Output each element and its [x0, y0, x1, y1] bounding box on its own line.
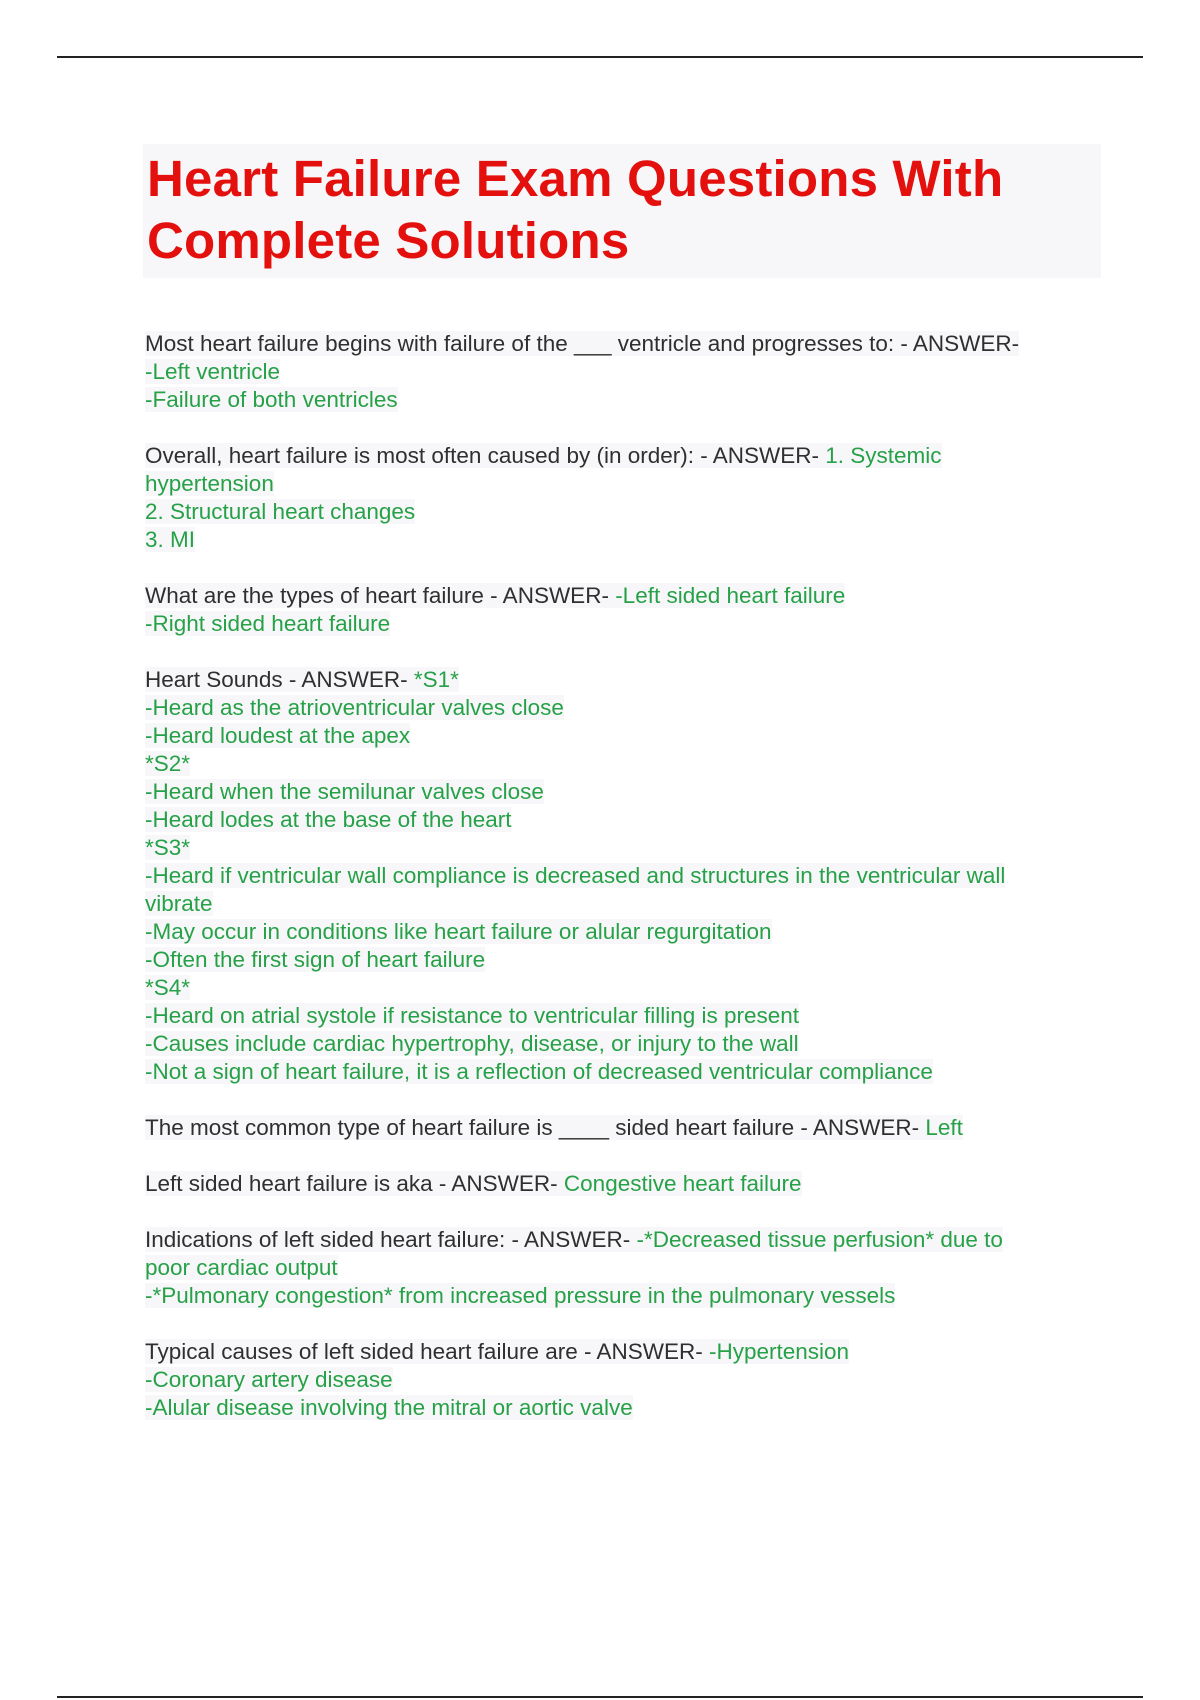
answer-line: -Often the first sign of heart failure	[145, 947, 486, 972]
answer-line: -Causes include cardiac hypertrophy, disease, or injury to the wall	[145, 1031, 799, 1056]
answer-line: -Heard on atrial systole if resistance to ventricular filling is present	[145, 1003, 800, 1028]
question-text: Left sided heart failure is aka - ANSWER-	[145, 1171, 564, 1196]
qa-item	[145, 1114, 1095, 1142]
answer-inline: 1. Systemic	[825, 443, 942, 468]
answer-inline: Left	[925, 1115, 963, 1140]
answer-line: -Left ventricle	[145, 359, 281, 384]
answer-line: poor cardiac output	[145, 1255, 338, 1280]
qa-item	[145, 666, 1095, 1086]
qa-item	[145, 330, 1095, 414]
top-rule	[57, 56, 1143, 58]
answer-line: *S3*	[145, 835, 191, 860]
answer-line: *S2*	[145, 751, 191, 776]
answer-inline: -*Decreased tissue perfusion* due to	[636, 1227, 1003, 1252]
question-text: Most heart failure begins with failure of the ___ ventricle and progresses to: - ANSWER-	[145, 331, 1020, 356]
answer-line: -Not a sign of heart failure, it is a reflection of decreased ventricular compliance	[145, 1059, 933, 1084]
qa-item	[145, 582, 1095, 638]
qa-content	[145, 330, 1095, 1450]
answer-inline: *S1*	[413, 667, 459, 692]
answer-line: -Failure of both ventricles	[145, 387, 398, 412]
title-line-1: Heart Failure Exam Questions With	[147, 150, 1004, 207]
answer-line: vibrate	[145, 891, 213, 916]
qa-item	[145, 1338, 1095, 1422]
answer-line: hypertension	[145, 471, 274, 496]
document-title	[147, 148, 1095, 272]
answer-line: -Heard as the atrioventricular valves close	[145, 695, 564, 720]
answer-inline: Congestive heart failure	[563, 1171, 802, 1196]
answer-line: -Heard when the semilunar valves close	[145, 779, 544, 804]
question-text: Overall, heart failure is most often caused by (in order): - ANSWER-	[145, 443, 826, 468]
answer-line: -Alular disease involving the mitral or aortic valve	[145, 1395, 633, 1420]
qa-item	[145, 1226, 1095, 1310]
answer-line: -Heard lodes at the base of the heart	[145, 807, 512, 832]
answer-inline: -Hypertension	[708, 1339, 850, 1364]
question-text: Typical causes of left sided heart failure are - ANSWER-	[145, 1339, 709, 1364]
qa-item	[145, 442, 1095, 554]
answer-line: -Right sided heart failure	[145, 611, 391, 636]
answer-line: 3. MI	[145, 527, 196, 552]
title-block	[143, 144, 1101, 278]
question-text: Indications of left sided heart failure: - ANSWER-	[145, 1227, 637, 1252]
answer-inline: -Left sided heart failure	[615, 583, 846, 608]
answer-line: -May occur in conditions like heart failure or alular regurgitation	[145, 919, 772, 944]
answer-line: -Heard loudest at the apex	[145, 723, 411, 748]
title-line-2: Complete Solutions	[147, 212, 630, 269]
answer-line: -Coronary artery disease	[145, 1367, 393, 1392]
answer-line: -Heard if ventricular wall compliance is decreased and structures in the ventricular wall	[145, 863, 1006, 888]
answer-line: 2. Structural heart changes	[145, 499, 416, 524]
qa-item	[145, 1170, 1095, 1198]
question-text: The most common type of heart failure is ____ sided heart failure - ANSWER-	[145, 1115, 926, 1140]
question-text: Heart Sounds - ANSWER-	[145, 667, 414, 692]
question-text: What are the types of heart failure - ANSWER-	[145, 583, 616, 608]
answer-line: *S4*	[145, 975, 191, 1000]
bottom-rule	[57, 1696, 1143, 1698]
answer-line: -*Pulmonary congestion* from increased pressure in the pulmonary vessels	[145, 1283, 896, 1308]
